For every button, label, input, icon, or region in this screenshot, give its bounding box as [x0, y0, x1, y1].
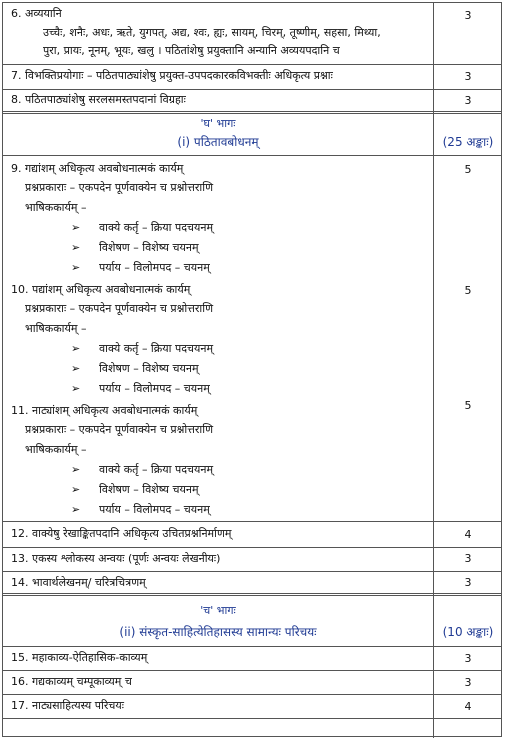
arrow-bullet-icon: ➢: [71, 362, 81, 375]
item-15-label: 15. महाकाव्य-ऐतिहासिक-काव्यम्: [11, 651, 148, 664]
item-16-marks: 3: [464, 676, 472, 689]
section-ch-title: (ii) संस्कृत-साहित्येतिहासस्य सामान्यः परिचयः: [119, 625, 317, 639]
item-11-bullet-3: पर्याय – विलोमपद – चयनम्: [99, 503, 210, 516]
item-14-marks: 3: [464, 576, 472, 589]
arrow-bullet-icon: ➢: [71, 382, 81, 395]
row-divider: [3, 718, 501, 719]
item-9-bullet-2: विशेषण – विशेष्य चयनम्: [99, 241, 199, 254]
row-divider: [3, 571, 501, 572]
section-gha-head: 'घ' भागः: [200, 117, 236, 130]
row-divider: [3, 89, 501, 90]
row-divider: [3, 646, 501, 647]
item-17-label: 17. नाट्यसाहित्यस्य परिचयः: [11, 699, 124, 712]
item-8-marks: 3: [464, 94, 472, 107]
item-12-label: 12. वाक्येषु रेखाङ्कितपदानि अधिकृत्य उचितप्रश्ननिर्माणम्: [11, 527, 232, 540]
section-ch-marks: (10 अङ्काः): [442, 625, 494, 639]
item-10-label: 10. पद्यांशम् अधिकृत्य अवबोधनात्मकं कार्यम्: [11, 283, 191, 296]
syllabus-table: [2, 2, 502, 737]
section-gha-title: (i) पठितावबोधनम्: [177, 135, 259, 149]
item-9-question-types: प्रश्नप्रकाराः – एकपदेन पूर्णवाक्येन च प्रश्नोत्तराणि: [25, 181, 214, 194]
item-11-linguistic-task: भाषिककार्यम् –: [25, 443, 87, 456]
section-ch-head: 'च' भागः: [200, 604, 236, 617]
item-8-label: 8. पठितपाठ्यांशेषु सरलसमस्तपदानां विग्रहाः: [11, 93, 186, 106]
item-9-marks: 5: [464, 163, 472, 176]
item-10-bullet-2: विशेषण – विशेष्य चयनम्: [99, 362, 199, 375]
arrow-bullet-icon: ➢: [71, 463, 81, 476]
item-15-marks: 3: [464, 652, 472, 665]
section-divider: [3, 111, 501, 114]
item-9-linguistic-task: भाषिककार्यम् –: [25, 201, 87, 214]
arrow-bullet-icon: ➢: [71, 342, 81, 355]
item-16-label: 16. गद्यकाव्यम् चम्पूकाव्यम् च: [11, 675, 132, 688]
arrow-bullet-icon: ➢: [71, 261, 81, 274]
row-divider: [3, 547, 501, 548]
item-6-line3: पुरा, प्रायः, नूनम्, भूयः, खलु । पठितांशेषु प्रयुक्तानि अन्यानि अव्ययपदानि च: [43, 44, 340, 57]
row-divider: [3, 155, 501, 156]
item-6-marks: 3: [464, 9, 472, 22]
item-10-bullet-3: पर्याय – विलोमपद – चयनम्: [99, 382, 210, 395]
item-6-label: 6. अव्ययानि: [11, 7, 62, 20]
row-divider: [3, 64, 501, 65]
item-11-marks: 5: [464, 399, 472, 412]
item-11-bullet-2: विशेषण – विशेष्य चयनम्: [99, 483, 199, 496]
item-11-question-types: प्रश्नप्रकाराः – एकपदेन पूर्णवाक्येन च प्रश्नोत्तराणि: [25, 423, 214, 436]
row-divider: [3, 521, 501, 522]
row-divider: [3, 670, 501, 671]
item-11-label: 11. नाट्यांशम् अधिकृत्य अवबोधनात्मकं कार्यम्: [11, 404, 198, 417]
section-divider: [3, 593, 501, 596]
item-11-bullet-1: वाक्ये कर्तृ – क्रिया पदचयनम्: [99, 463, 214, 476]
arrow-bullet-icon: ➢: [71, 483, 81, 496]
item-10-question-types: प्रश्नप्रकाराः – एकपदेन पूर्णवाक्येन च प्रश्नोत्तराणि: [25, 302, 214, 315]
item-7-label: 7. विभक्तिप्रयोगाः – पठितपाठ्यांशेषु प्रयुक्त-उपपदकारकविभक्तीः अधिकृत्य प्रश्नाः: [11, 69, 333, 82]
item-17-marks: 4: [464, 700, 472, 713]
item-13-marks: 3: [464, 552, 472, 565]
item-14-label: 14. भावार्थलेखनम्/ चरित्रचित्रणम्: [11, 576, 146, 589]
item-10-linguistic-task: भाषिककार्यम् –: [25, 322, 87, 335]
item-13-label: 13. एकस्य श्लोकस्य अन्वयः (पूर्णः अन्वयः लेखनीयः): [11, 552, 221, 565]
item-6-line2: उच्चैः, शनैः, अधः, ऋते, युगपत्, अद्य, श्वः, ह्यः, सायम्, चिरम्, तूष्णीम्, सहसा, मिथ्या,: [43, 26, 381, 39]
item-10-marks: 5: [464, 284, 472, 297]
item-12-marks: 4: [464, 528, 472, 541]
item-9-bullet-3: पर्याय – विलोमपद – चयनम्: [99, 261, 210, 274]
item-9-label: 9. गद्यांशम् अधिकृत्य अवबोधनात्मकं कार्यम्: [11, 162, 184, 175]
row-divider: [3, 694, 501, 695]
arrow-bullet-icon: ➢: [71, 503, 81, 516]
arrow-bullet-icon: ➢: [71, 241, 81, 254]
item-9-bullet-1: वाक्ये कर्तृ – क्रिया पदचयनम्: [99, 221, 214, 234]
section-gha-marks: (25 अङ्काः): [442, 135, 494, 149]
item-7-marks: 3: [464, 70, 472, 83]
item-10-bullet-1: वाक्ये कर्तृ – क्रिया पदचयनम्: [99, 342, 214, 355]
arrow-bullet-icon: ➢: [71, 221, 81, 234]
